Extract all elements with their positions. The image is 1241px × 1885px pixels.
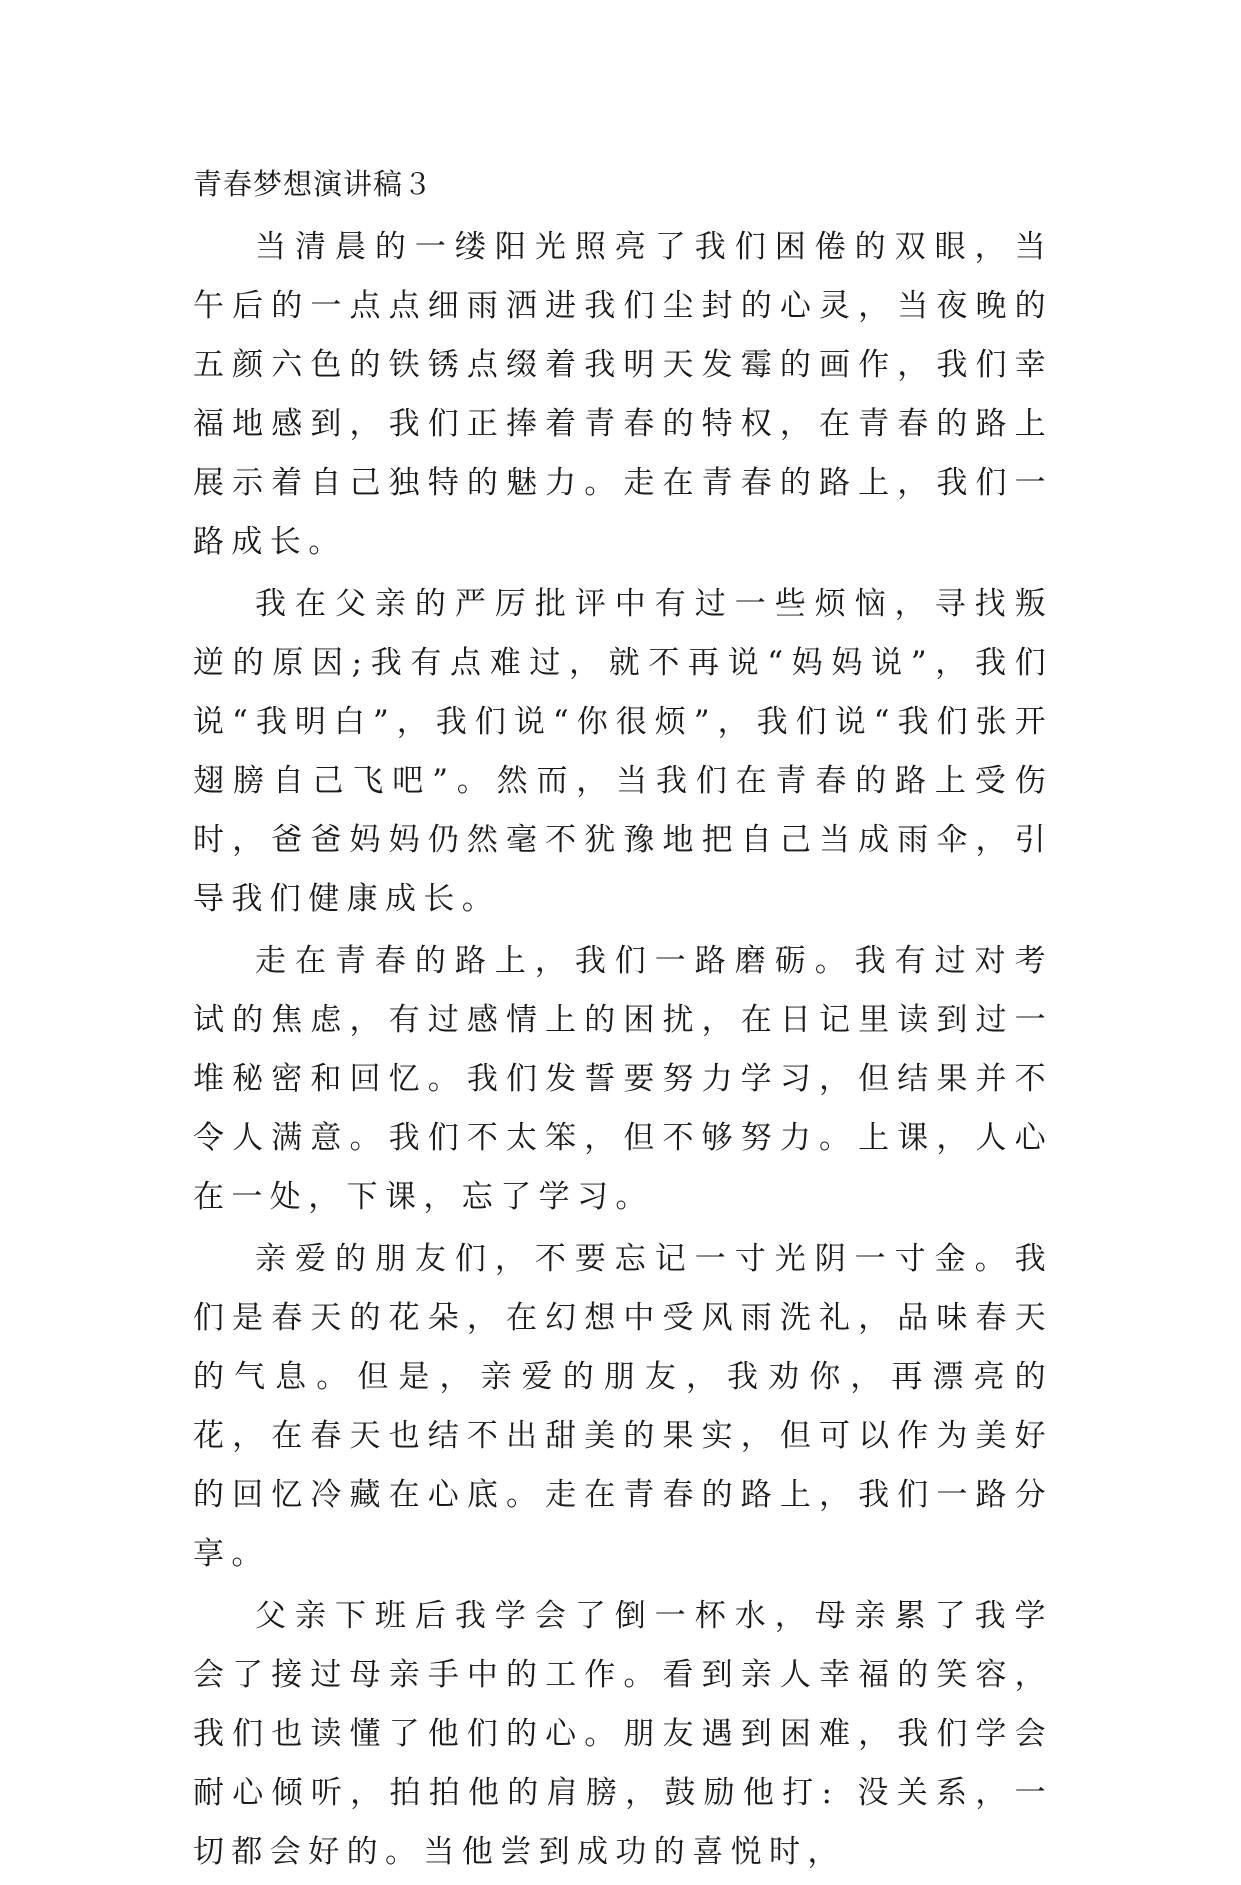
document-title: 青春梦想演讲稿３	[193, 167, 434, 201]
document-body	[193, 218, 1053, 1885]
paragraph-2: 我在父亲的严厉批评中有过一些烦恼，寻找叛逆的原因;我有点难过，就不再说“妈妈说”，我们说“我明白”，我们说“你很烦”，我们说“我们张开翅膀自己飞吧”。然而，当我们在青春的路上受伤时，爸爸妈妈仍然毫不犹豫地把自己当成雨伞，引导我们健康成长。	[193, 586, 1053, 917]
paragraph-1: 当清晨的一缕阳光照亮了我们困倦的双眼，当午后的一点点细雨洒进我们尘封的心灵，当夜晚的五颜六色的铁锈点缀着我明天发霉的画作，我们幸福地感到，我们正捧着青春的特权，在青春的路上展示着自己独特的魅力。走在青春的路上，我们一路成长。	[193, 229, 1053, 560]
paragraph-4: 亲爱的朋友们，不要忘记一寸光阴一寸金。我们是春天的花朵，在幻想中受风雨洗礼，品味春天的气息。但是，亲爱的朋友，我劝你，再漂亮的花，在春天也结不出甜美的果实，但可以作为美好的回忆冷藏在心底。走在青春的路上，我们一路分享。	[193, 1241, 1053, 1572]
paragraph-3: 走在青春的路上，我们一路磨砺。我有过对考试的焦虑，有过感情上的困扰，在日记里读到过一堆秘密和回忆。我们发誓要努力学习，但结果并不令人满意。我们不太笨，但不够努力。上课，人心在一处，下课，忘了学习。	[193, 943, 1053, 1215]
paragraph-5: 父亲下班后我学会了倒一杯水，母亲累了我学会了接过母亲手中的工作。看到亲人幸福的笑容，我们也读懂了他们的心。朋友遇到困难，我们学会耐心倾听，拍拍他的肩膀，鼓励他打: 没关系，一切都会好的。当他尝到成功的喜悦时，	[193, 1598, 1053, 1870]
